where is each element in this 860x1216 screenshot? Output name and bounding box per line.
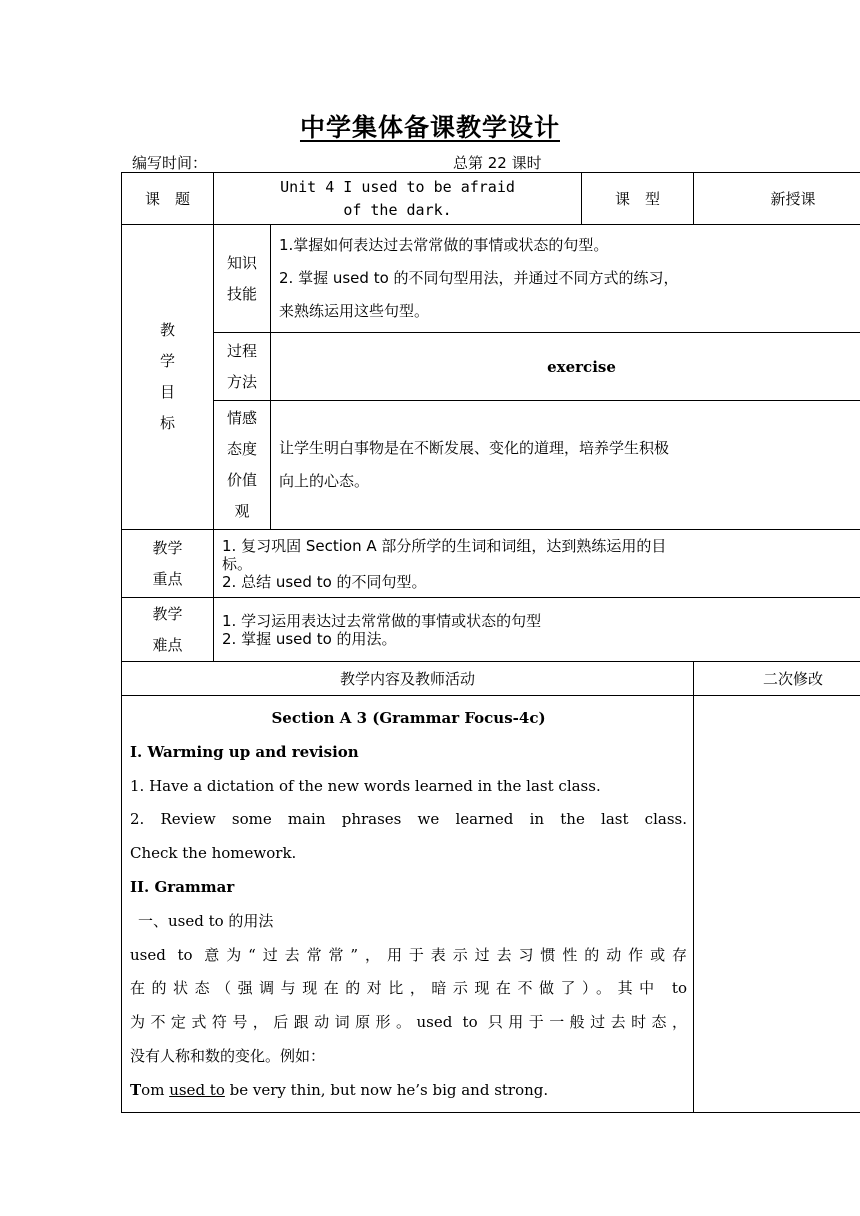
section-title: Section A 3 (Grammar Focus-4c) [271,709,546,727]
knowledge-label: 知识 技能 [214,225,271,333]
usage-line1: used to 意为“过去常常”，用于表示过去习惯性的动作或存 [130,945,687,964]
type-label: 课 型 [582,173,694,225]
content-row [122,696,860,1113]
objectives-label: 教 学 目 标 [122,225,214,530]
process-row [122,333,860,401]
step1-item2-cont: Check the homework. [130,844,297,863]
topic-value [214,173,582,225]
revision-cell [694,696,860,1113]
process-label: 过程 方法 [214,333,271,401]
key-points-row [122,530,860,598]
process-value: exercise [271,333,860,401]
step1-item2: 2. Review some main phrases we learned in the last class. [130,810,687,829]
difficult-points-label: 教学 难点 [122,598,214,662]
lesson-count: 总第 22 课时 [453,154,542,172]
usage-heading: 一、used to 的用法 [138,911,274,930]
topic-value-line2: of the dark. [343,200,452,219]
type-value: 新授课 [694,173,860,225]
topic-value-line1: Unit 4 I used to be afraid [280,177,515,196]
revision-header: 二次修改 [694,662,860,696]
step2-heading: II. Grammar [130,877,235,896]
knowledge-row [122,225,860,333]
lesson-plan-table [121,172,860,1113]
step1-item1: 1. Have a dictation of the new words learned in the last class. [130,776,601,795]
example-sentence: Tom used to be very thin, but now he’s big and strong. [130,1080,549,1099]
edit-time-label: 编写时间： [132,154,208,172]
teaching-content [122,696,694,1113]
usage-line2: 在的状态（强调与现在的对比，暗示现在不做了）。其中 to [130,979,687,998]
emotion-row [122,401,860,530]
step1-heading: I. Warming up and revision [130,742,359,761]
topic-row [122,173,860,225]
difficult-points-text: 1. 学习运用表达过去常常做的事情或状态的句型 2. 掌握 used to 的用法。 [214,598,860,662]
key-points-label: 教学 重点 [122,530,214,598]
usage-line3: 为不定式符号，后跟动词原形。used to 只用于一般过去时态， [130,1013,687,1032]
key-points-text: 1. 复习巩固 Section A 部分所学的生词和词组，达到熟练运用的目 标。 2. 总结 used to 的不同句型。 [214,530,860,598]
emotion-text: 让学生明白事物是在不断发展、变化的道理，培养学生积极 向上的心态。 [271,401,860,530]
usage-line4: 没有人称和数的变化。例如： [130,1046,326,1065]
difficult-points-row [122,598,860,662]
knowledge-text: 1.掌握如何表达过去常常做的事情或状态的句型。 2. 掌握 used to 的不同句型用法，并通过不同方式的练习， 来熟练运用这些句型。 [271,225,860,333]
topic-label: 课 题 [122,173,214,225]
emotion-label: 情感 态度 价值 观 [214,401,271,530]
content-header: 教学内容及教师活动 [122,662,694,696]
document-title: 中学集体备课教学设计 [299,113,560,142]
content-header-row [122,662,860,696]
